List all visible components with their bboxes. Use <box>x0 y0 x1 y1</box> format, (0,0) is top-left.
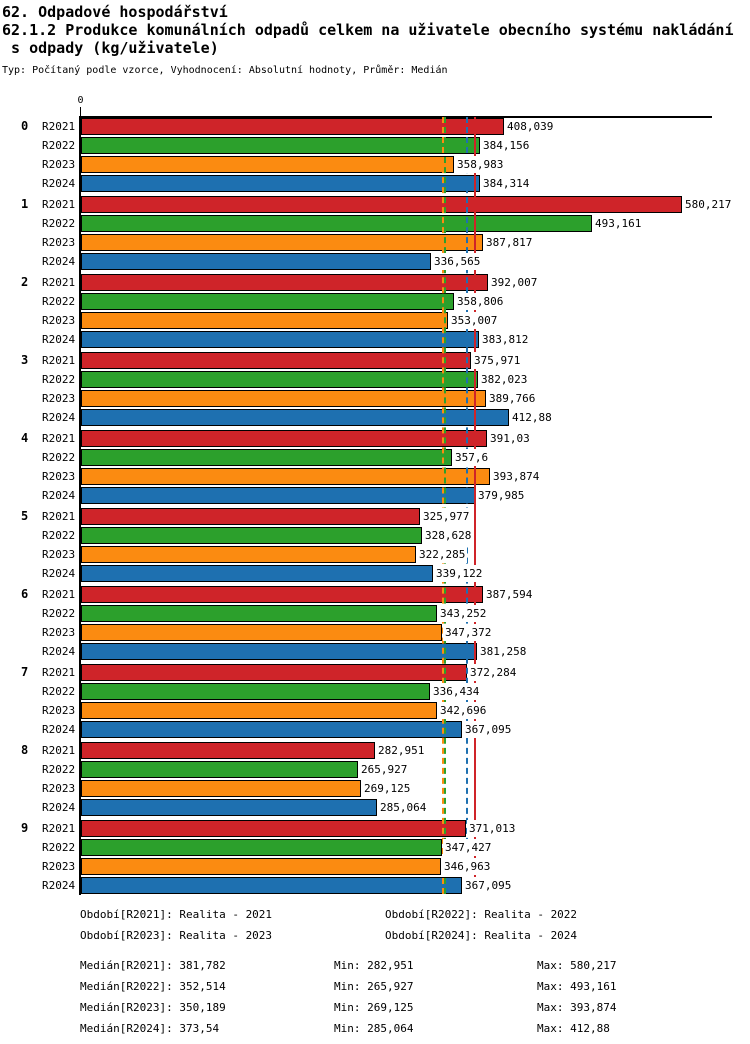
row-label-r2021: R2021 <box>42 744 76 757</box>
row-label-r2022: R2022 <box>42 529 76 542</box>
bar-r2022 <box>81 449 452 466</box>
group-label: 7 <box>21 665 29 679</box>
stat-max-r2023: Max: 393,874 <box>537 1001 617 1014</box>
bar-r2023 <box>81 312 448 329</box>
bar-r2023 <box>81 780 361 797</box>
bar-r2024 <box>81 331 479 348</box>
bar-value-label: 375,971 <box>474 354 521 367</box>
row-label-r2024: R2024 <box>42 801 76 814</box>
bar-r2023 <box>81 234 483 251</box>
bar-value-label: 387,594 <box>486 588 533 601</box>
row-label-r2024: R2024 <box>42 879 76 892</box>
bar-r2021 <box>81 508 420 525</box>
bar-r2023 <box>81 156 454 173</box>
stat-median-r2024: Medián[R2024]: 373,54 <box>80 1022 220 1035</box>
stat-max-r2021: Max: 580,217 <box>537 959 617 972</box>
row-label-r2024: R2024 <box>42 489 76 502</box>
median-line-r2022 <box>444 117 446 894</box>
median-line-r2024 <box>466 117 468 894</box>
stat-min-r2022: Min: 265,927 <box>334 980 414 993</box>
row-label-r2023: R2023 <box>42 782 76 795</box>
bar-value-label: 347,427 <box>445 841 492 854</box>
bar-value-label: 367,095 <box>465 879 512 892</box>
row-label-r2022: R2022 <box>42 217 76 230</box>
bar-r2023 <box>81 546 416 563</box>
period-label-r2022: Období[R2022]: Realita - 2022 <box>385 908 578 921</box>
row-label-r2021: R2021 <box>42 822 76 835</box>
row-label-r2021: R2021 <box>42 276 76 289</box>
bar-r2022 <box>81 761 358 778</box>
bar-r2021 <box>81 820 466 837</box>
row-label-r2023: R2023 <box>42 626 76 639</box>
group-label: 3 <box>21 353 29 367</box>
stat-min-r2024: Min: 285,064 <box>334 1022 414 1035</box>
bar-value-label: 336,434 <box>433 685 480 698</box>
bar-value-label: 357,6 <box>455 451 489 464</box>
period-label-r2021: Období[R2021]: Realita - 2021 <box>80 908 273 921</box>
bar-r2024 <box>81 253 431 270</box>
group-label: 5 <box>21 509 29 523</box>
row-label-r2024: R2024 <box>42 411 76 424</box>
bar-value-label: 391,03 <box>490 432 530 445</box>
bar-value-label: 336,565 <box>434 255 481 268</box>
group-label: 9 <box>21 821 29 835</box>
row-label-r2023: R2023 <box>42 236 76 249</box>
bar-r2022 <box>81 137 480 154</box>
bar-value-label: 339,122 <box>436 567 483 580</box>
bar-r2021 <box>81 742 375 759</box>
bar-value-label: 358,806 <box>457 295 504 308</box>
bar-value-label: 285,064 <box>380 801 427 814</box>
axis-line-left <box>79 116 81 895</box>
bar-r2021 <box>81 196 682 213</box>
bar-r2021 <box>81 352 471 369</box>
bar-value-label: 387,817 <box>486 236 533 249</box>
row-label-r2023: R2023 <box>42 860 76 873</box>
group-label: 8 <box>21 743 29 757</box>
row-label-r2022: R2022 <box>42 607 76 620</box>
bar-value-label: 408,039 <box>507 120 554 133</box>
bar-r2024 <box>81 877 462 894</box>
group-label: 6 <box>21 587 29 601</box>
bar-r2023 <box>81 390 486 407</box>
median-line-r2021 <box>474 117 476 894</box>
row-label-r2021: R2021 <box>42 120 76 133</box>
bar-r2022 <box>81 527 422 544</box>
bar-value-label: 389,766 <box>489 392 536 405</box>
bar-value-label: 372,284 <box>470 666 517 679</box>
row-label-r2021: R2021 <box>42 198 76 211</box>
group-label: 2 <box>21 275 29 289</box>
bar-value-label: 347,372 <box>445 626 492 639</box>
bar-r2024 <box>81 721 462 738</box>
group-label: 4 <box>21 431 29 445</box>
bar-r2023 <box>81 624 442 641</box>
bar-r2021 <box>81 274 488 291</box>
bar-r2024 <box>81 643 477 660</box>
bar-r2022 <box>81 371 478 388</box>
row-label-r2022: R2022 <box>42 841 76 854</box>
bar-r2022 <box>81 839 442 856</box>
bar-r2022 <box>81 293 454 310</box>
bar-value-label: 371,013 <box>469 822 516 835</box>
axis-origin-label: 0 <box>77 95 84 106</box>
row-label-r2024: R2024 <box>42 645 76 658</box>
row-label-r2021: R2021 <box>42 666 76 679</box>
bar-r2022 <box>81 683 430 700</box>
bar-r2024 <box>81 565 433 582</box>
bar-value-label: 381,258 <box>480 645 527 658</box>
bar-value-label: 358,983 <box>457 158 504 171</box>
bar-value-label: 322,285 <box>419 548 466 561</box>
row-label-r2022: R2022 <box>42 373 76 386</box>
group-label: 0 <box>21 119 29 133</box>
bar-value-label: 282,951 <box>378 744 425 757</box>
stat-median-r2023: Medián[R2023]: 350,189 <box>80 1001 226 1014</box>
stat-min-r2023: Min: 269,125 <box>334 1001 414 1014</box>
bar-value-label: 383,812 <box>482 333 529 346</box>
row-label-r2023: R2023 <box>42 470 76 483</box>
row-label-r2024: R2024 <box>42 567 76 580</box>
row-label-r2021: R2021 <box>42 432 76 445</box>
bar-r2021 <box>81 118 504 135</box>
period-label-r2023: Období[R2023]: Realita - 2023 <box>80 929 273 942</box>
bar-value-label: 328,628 <box>425 529 472 542</box>
row-label-r2022: R2022 <box>42 685 76 698</box>
bar-value-label: 384,156 <box>483 139 530 152</box>
bar-r2021 <box>81 664 467 681</box>
stat-max-r2024: Max: 412,88 <box>537 1022 610 1035</box>
bar-r2021 <box>81 430 487 447</box>
title-line-3: s odpady (kg/uživatele) <box>2 39 219 57</box>
stat-max-r2022: Max: 493,161 <box>537 980 617 993</box>
bar-value-label: 367,095 <box>465 723 512 736</box>
row-label-r2023: R2023 <box>42 392 76 405</box>
row-label-r2022: R2022 <box>42 295 76 308</box>
row-label-r2024: R2024 <box>42 723 76 736</box>
row-label-r2023: R2023 <box>42 314 76 327</box>
row-label-r2022: R2022 <box>42 763 76 776</box>
title-line-2: 62.1.2 Produkce komunálních odpadů celkem na uživatele obecního systému nakládání <box>2 21 734 39</box>
bar-r2023 <box>81 702 437 719</box>
bar-value-label: 393,874 <box>493 470 540 483</box>
bar-value-label: 269,125 <box>364 782 411 795</box>
bar-value-label: 343,252 <box>440 607 487 620</box>
row-label-r2023: R2023 <box>42 158 76 171</box>
bar-value-label: 342,696 <box>440 704 487 717</box>
bar-r2024 <box>81 175 480 192</box>
row-label-r2024: R2024 <box>42 333 76 346</box>
bar-r2023 <box>81 468 490 485</box>
bar-value-label: 392,007 <box>491 276 538 289</box>
bar-r2024 <box>81 799 377 816</box>
bar-value-label: 379,985 <box>478 489 525 502</box>
row-label-r2022: R2022 <box>42 139 76 152</box>
bar-r2021 <box>81 586 483 603</box>
group-label: 1 <box>21 197 29 211</box>
bar-value-label: 382,023 <box>481 373 528 386</box>
bar-value-label: 346,963 <box>444 860 491 873</box>
row-label-r2021: R2021 <box>42 588 76 601</box>
bar-value-label: 493,161 <box>595 217 642 230</box>
row-label-r2023: R2023 <box>42 548 76 561</box>
bar-value-label: 353,007 <box>451 314 498 327</box>
bar-value-label: 384,314 <box>483 177 530 190</box>
period-label-r2024: Období[R2024]: Realita - 2024 <box>385 929 578 942</box>
row-label-r2024: R2024 <box>42 255 76 268</box>
bar-value-label: 580,217 <box>685 198 732 211</box>
row-label-r2022: R2022 <box>42 451 76 464</box>
title-line-1: 62. Odpadové hospodářství <box>2 3 228 21</box>
stat-median-r2022: Medián[R2022]: 352,514 <box>80 980 226 993</box>
bar-r2022 <box>81 215 592 232</box>
bar-value-label: 325,977 <box>423 510 470 523</box>
bar-r2023 <box>81 858 441 875</box>
row-label-r2024: R2024 <box>42 177 76 190</box>
chart-meta: Typ: Počítaný podle vzorce, Vyhodnocení: Absolutní hodnoty, Průměr: Medián <box>2 65 448 76</box>
bar-r2024 <box>81 487 475 504</box>
stat-median-r2021: Medián[R2021]: 381,782 <box>80 959 226 972</box>
row-label-r2021: R2021 <box>42 510 76 523</box>
bar-value-label: 265,927 <box>361 763 408 776</box>
bar-value-label: 412,88 <box>512 411 552 424</box>
row-label-r2021: R2021 <box>42 354 76 367</box>
bar-r2022 <box>81 605 437 622</box>
stat-min-r2021: Min: 282,951 <box>334 959 414 972</box>
row-label-r2023: R2023 <box>42 704 76 717</box>
